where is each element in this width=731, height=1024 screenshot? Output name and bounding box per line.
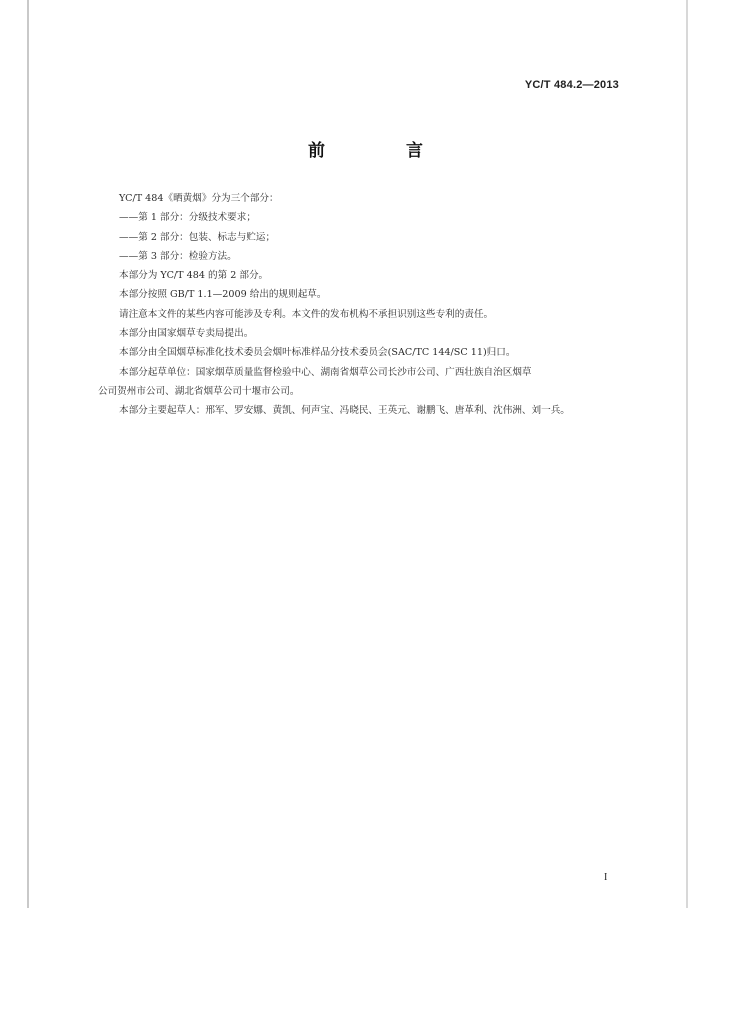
paragraph-drafting-units bbox=[98, 363, 634, 402]
paragraph-parts-intro: YC/T 484《晒黄烟》分为三个部分： bbox=[119, 193, 279, 204]
drafting-units-line-2: 公司贺州市公司、湖北省烟草公司十堰市公司。 bbox=[98, 385, 300, 397]
paragraph-drafting-rules: 本部分按照 GB/T 1.1—2009 给出的规则起草。 bbox=[119, 289, 327, 301]
paragraph-drafters: 本部分主要起草人：邢军、罗安娜、黄凯、何声宝、冯晓民、王英元、谢鹏飞、唐革利、沈伟洲、刘一兵。 bbox=[119, 405, 570, 417]
drafting-units-line-1: 本部分起草单位：国家烟草质量监督检验中心、湖南省烟草公司长沙市公司、广西壮族自治区烟草 bbox=[119, 366, 532, 378]
page-title: 前 言 bbox=[308, 141, 455, 161]
paragraph-this-part: 本部分为 YC/T 484 的第 2 部分。 bbox=[119, 270, 269, 282]
paragraph-under-jurisdiction: 本部分由全国烟草标准化技术委员会烟叶标准样品分技术委员会(SAC/TC 144/SC 11)归口。 bbox=[119, 347, 516, 359]
list-item-part-2: ——第 2 部分：包装、标志与贮运； bbox=[119, 231, 276, 243]
paragraph-proposed-by: 本部分由国家烟草专卖局提出。 bbox=[119, 328, 254, 340]
foreword-body bbox=[98, 189, 634, 421]
page-number: I bbox=[604, 872, 608, 883]
paragraph-patent-notice: 请注意本文件的某些内容可能涉及专利。本文件的发布机构不承担识别这些专利的责任。 bbox=[119, 308, 494, 320]
standard-code: YC/T 484.2—2013 bbox=[524, 79, 619, 91]
list-item-part-3: ——第 3 部分：检验方法。 bbox=[119, 250, 237, 262]
list-item-part-1: ——第 1 部分：分级技术要求； bbox=[119, 212, 256, 224]
